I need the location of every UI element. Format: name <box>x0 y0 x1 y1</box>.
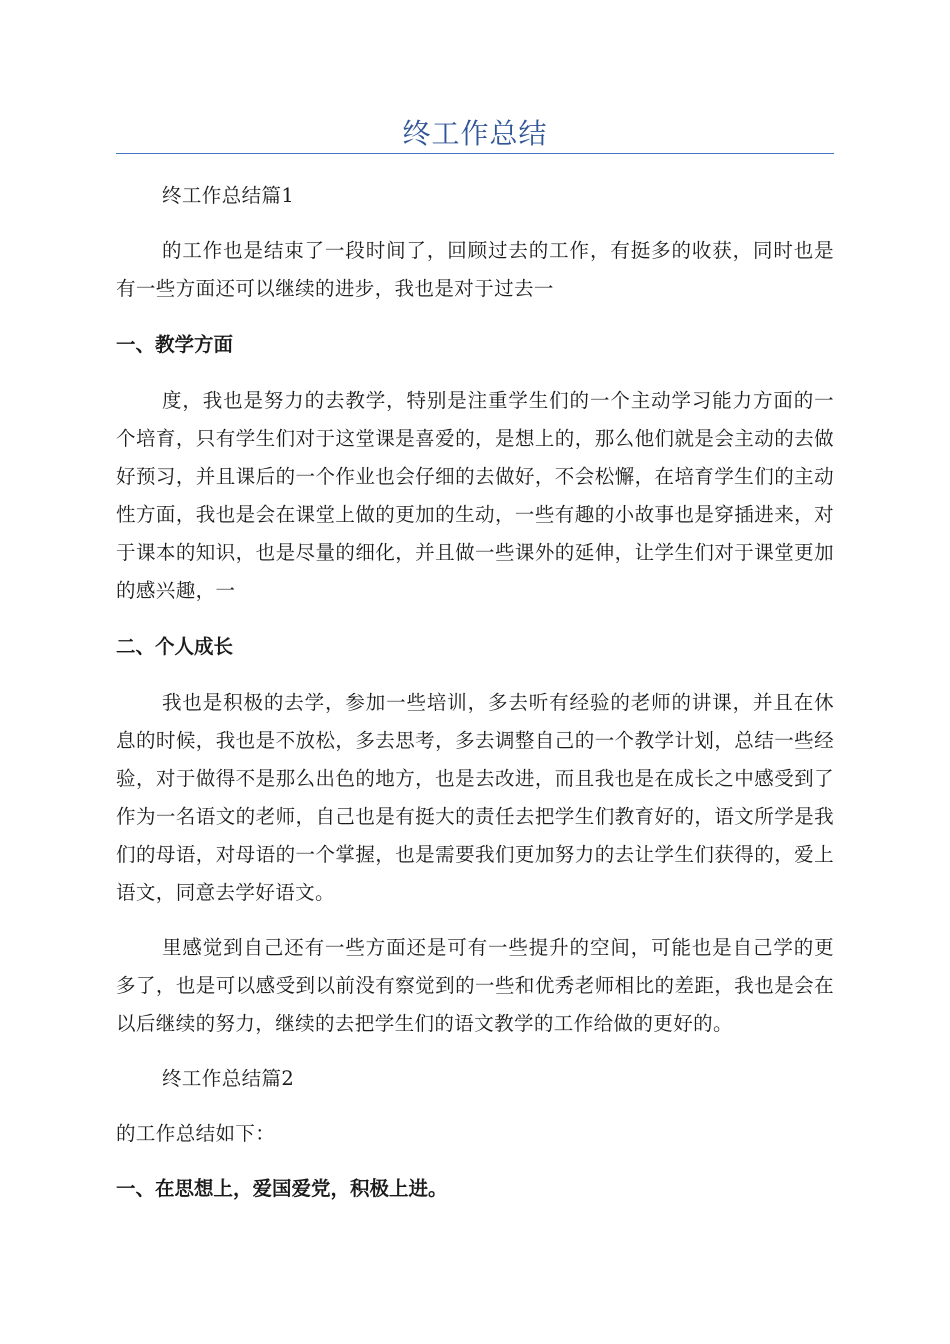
document-body <box>116 177 834 1208</box>
reflection-paragraph: 里感觉到自己还有一些方面还是可有一些提升的空间，可能也是自己学的更多了，也是可以感受到以前没有察觉到的一些和优秀老师相比的差距，我也是会在以后继续的努力，继续的去把学生们的语文教学的工作给做的更好的。 <box>116 936 834 1035</box>
heading-teaching: 一、教学方面 <box>116 333 234 356</box>
heading-personal-growth: 二、个人成长 <box>116 635 234 658</box>
section-label-2: 终工作总结篇2 <box>162 1067 295 1090</box>
teaching-paragraph: 度，我也是努力的去教学，特别是注重学生们的一个主动学习能力方面的一个培育，只有学生们对于这堂课是喜爱的，是想上的，那么他们就是会主动的去做好预习，并且课后的一个作业也会仔细的去做好，不会松懈，在培育学生们的主动性方面，我也是会在课堂上做的更加的生动，一些有趣的小故事也是穿插进来，对于课本的知识，也是尽量的细化，并且做一些课外的延伸，让学生们对于课堂更加的感兴趣，一 <box>116 389 834 602</box>
summary-intro: 的工作总结如下： <box>116 1122 276 1145</box>
intro-paragraph: 的工作也是结束了一段时间了，回顾过去的工作，有挺多的收获，同时也是有一些方面还可以继续的进步，我也是对于过去一 <box>116 239 834 300</box>
growth-paragraph: 我也是积极的去学，参加一些培训，多去听有经验的老师的讲课，并且在休息的时候，我也是不放松，多去思考，多去调整自己的一个教学计划，总结一些经验，对于做得不是那么出色的地方，也是去改进，而且我也是在成长之中感受到了作为一名语文的老师，自己也是有挺大的责任去把学生们教育好的，语文所学是我们的母语，对母语的一个掌握，也是需要我们更加努力的去让学生们获得的，爱上语文，同意去学好语文。 <box>116 691 834 904</box>
heading-thought: 一、在思想上，爱国爱党，积极上进。 <box>116 1177 448 1200</box>
section-label-1: 终工作总结篇1 <box>162 184 295 207</box>
title-underline <box>116 153 834 154</box>
document-title: 终工作总结 <box>402 117 548 150</box>
